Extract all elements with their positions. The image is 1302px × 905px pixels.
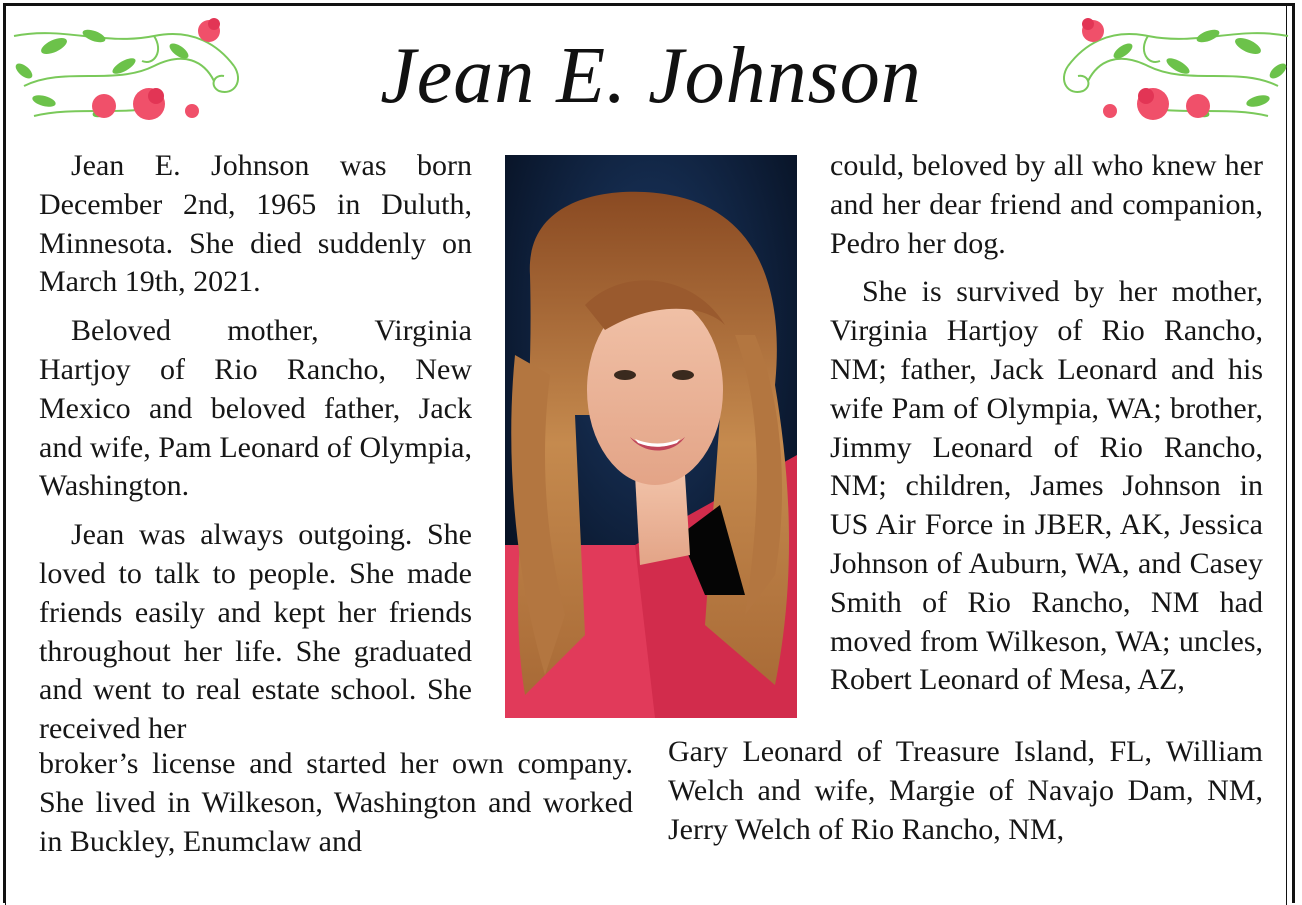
left-column bbox=[39, 147, 472, 749]
paragraph-survivors-cont: Gary Leonard of Treasure Island, FL, William Welch and wife, Margie of Navajo Dam, NM, Jerry Welch of Rio Rancho, NM, bbox=[668, 735, 1263, 846]
paragraph-career: broker’s license and started her own company. She lived in Wilkeson, Washington and worked in Buckley, Enumclaw and bbox=[39, 747, 633, 858]
right-column bbox=[830, 147, 1263, 700]
paragraph-life: Jean was always outgoing. She loved to talk to people. She made friends easily and kept her friends throughout her life. She graduated and went to real estate school. She received her bbox=[39, 518, 472, 746]
bottom-left-column bbox=[39, 745, 633, 861]
obituary-title: Jean E. Johnson bbox=[380, 32, 922, 120]
portrait-photo bbox=[505, 155, 797, 718]
paragraph-parents: Beloved mother, Virginia Hartjoy of Rio Rancho, New Mexico and beloved father, Jack and wife, Pam Leonard of Olympia, Washington. bbox=[39, 314, 472, 503]
bottom-right-column bbox=[668, 733, 1263, 849]
paragraph-survivors: She is survived by her mother, Virginia Hartjoy of Rio Rancho, NM; father, Jack Leonard and his wife Pam of Olympia, WA; brother, Jimmy Leonard of Rio Rancho, NM; children, James Johnson in US Air Force in JBER, AK, Jessica Johnson of Auburn, WA, and Casey Smith of Rio Rancho, NM had moved from Wilkeson, WA; uncles, Robert Leonard of Mesa, AZ, bbox=[830, 275, 1263, 697]
paragraph-birth: Jean E. Johnson was born December 2nd, 1965 in Duluth, Minnesota. She died suddenly on March 19th, 2021. bbox=[39, 149, 472, 299]
paragraph-beloved: could, beloved by all who knew her and her dear friend and companion, Pedro her dog. bbox=[830, 149, 1263, 260]
